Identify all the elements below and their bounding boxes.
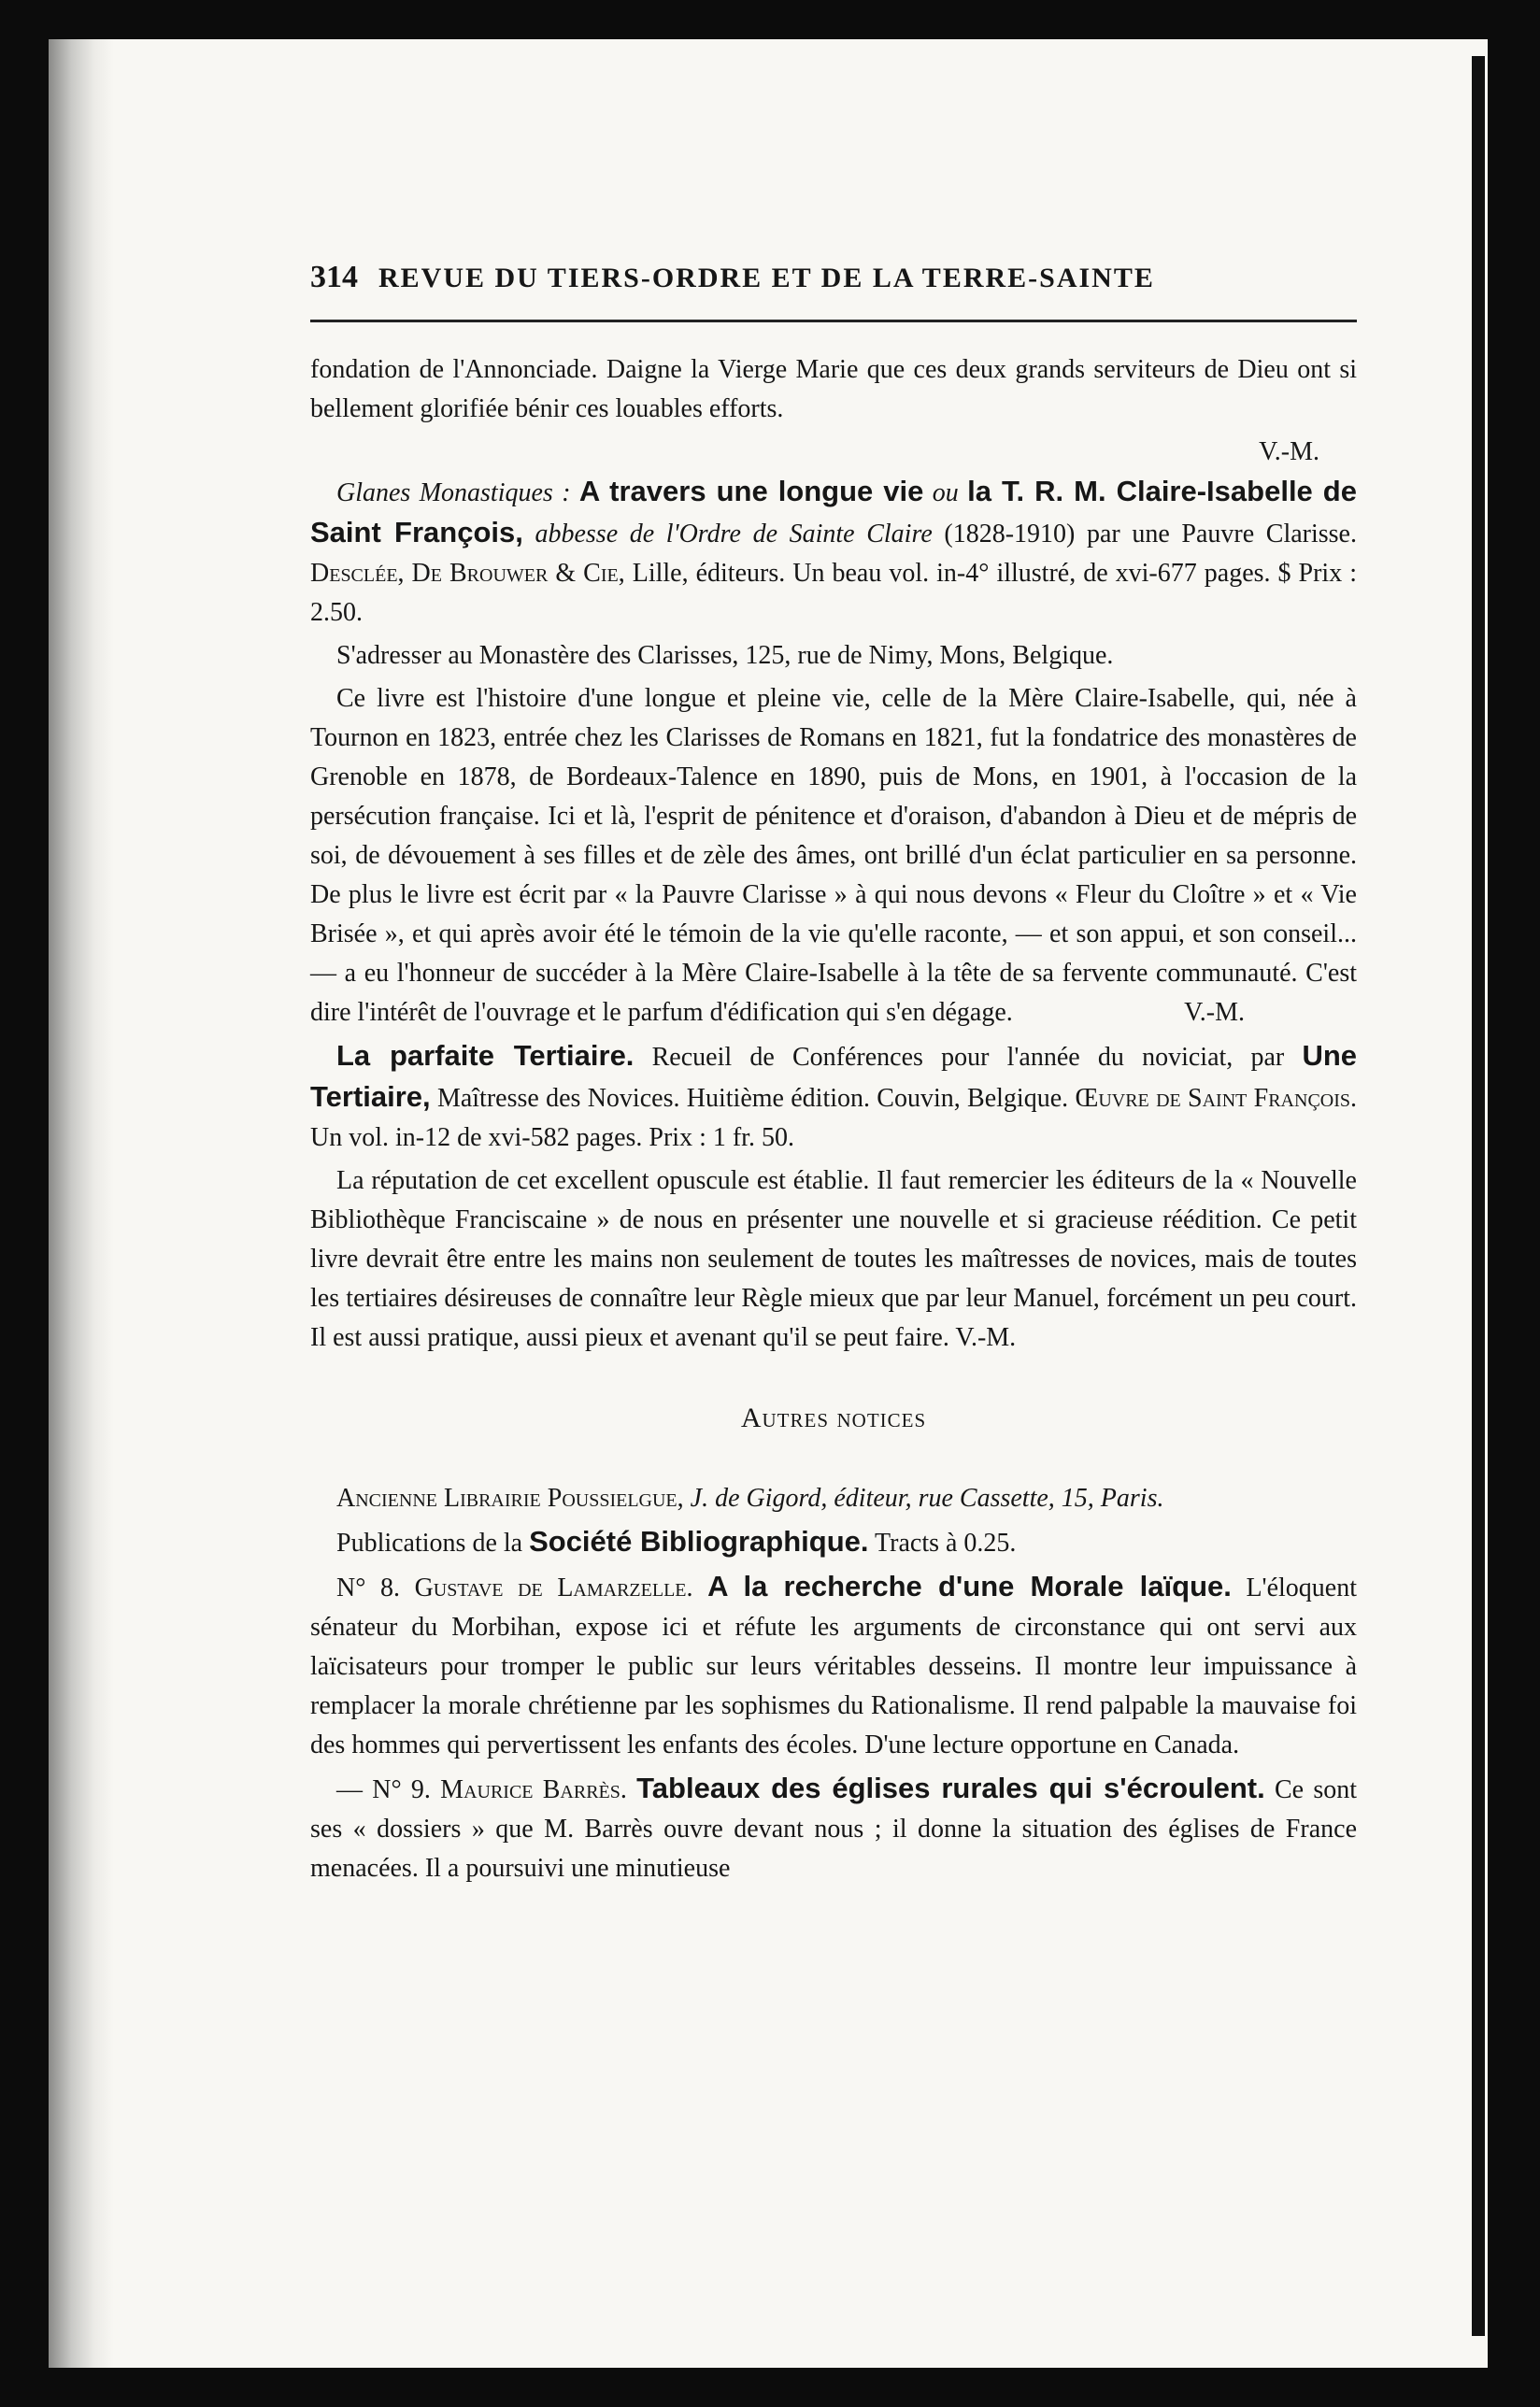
running-header — [264, 260, 1362, 295]
section-heading: Autres notices — [740, 1403, 927, 1433]
page-number: 314 — [310, 260, 358, 294]
publisher-line: Ancienne Librairie Poussielgue, J. de Gigord, éditeur, rue Cassette, 15, Paris. — [336, 1484, 1164, 1513]
next-page-edge — [1472, 56, 1485, 2336]
body-text — [264, 350, 1357, 1888]
paragraph-address: S'adresser au Monastère des Clarisses, 125, rue de Nimy, Mons, Belgique. — [336, 641, 1114, 670]
review-glanes-monastiques: Glanes Monastiques : A travers une longue vie ou la T. R. M. Claire-Isabelle de Saint François, abbesse de l'Ordre de Sainte Claire (1828-1910) par une Pauvre Clarisse. Desclée, De Brouwer & Cie, Lille, éditeurs. Un beau vol. in-4° illustré, de xvi-677 pages. $ Prix : 2.50. — [310, 475, 1358, 627]
publications-line: Publications de la Société Bibliographique. Tracts à 0.25. — [336, 1525, 1017, 1558]
paragraph-review-1: Ce livre est l'histoire d'une longue et pleine vie, celle de la Mère Claire-Isabelle, qui, née à Tournon en 1823, entrée chez les Clarisses de Romans en 1821, fut la fondatrice des monastères de Grenoble en 1878, de Bordeaux-Talence en 1890, puis de Mons, en 1901, à l'occasion de la persécution française. Ici et là, l'esprit de pénitence et d'oraison, d'abandon à Dieu et de mépris de soi, de dévouement à ses filles et de zèle des âmes, ont brillé d'un éclat particulier en sa personne. De plus le livre est écrit par « la Pauvre Clarisse » à qui nous devons « Fleur du Cloître » et « Vie Brisée », et qui après avoir été le témoin de la vie qu'elle raconte, — et son appui, et son conseil... — a eu l'honneur de succéder à la Mère Claire-Isabelle à la tête de sa fervente communauté. C'est dire l'intérêt de l'ouvrage et le parfum d'édification qui s'en dégage. V.-M. — [310, 679, 1357, 1033]
tract-9: — N° 9. Maurice Barrès. Tableaux des églises rurales qui s'écroulent. Ce sont ses « dossiers » que M. Barrès ouvre devant nous ; il donne la situation des églises de France menacées. Il a poursuivi une minutieuse — [310, 1772, 1358, 1883]
signature: V.-M. — [1259, 437, 1319, 466]
journal-title: REVUE DU TIERS-ORDRE ET DE LA TERRE-SAINTE — [378, 263, 1155, 293]
review-parfaite-tertiaire: La parfaite Tertiaire. Recueil de Conférences pour l'année du noviciat, par Une Tertiaire, Maîtresse des Novices. Huitième édition. Couvin, Belgique. Œuvre de Saint François. Un vol. in-12 de xvi-582 pages. Prix : 1 fr. 50. — [310, 1039, 1358, 1152]
signature: V.-M. — [1184, 998, 1245, 1027]
paragraph-review-2: La réputation de cet excellent opuscule est établie. Il faut remercier les éditeurs de la « Nouvelle Bibliothèque Franciscaine » de nous en présenter une nouvelle et si gracieuse réédition. Ce petit livre devrait être entre les mains non seulement de toutes les maîtresses de novices, mais de toutes les tertiaires désireuses de connaître leur Règle mieux que par leur Manuel, forcément un peu court. Il est aussi pratique, aussi pieux et avenant qu'il se peut faire. V.-M. — [310, 1166, 1357, 1352]
page-content — [264, 260, 1362, 1892]
page-gutter-shadow — [49, 39, 114, 2368]
paragraph-0: fondation de l'Annonciade. Daigne la Vierge Marie que ces deux grands serviteurs de Dieu ont si bellement glorifiée bénir ces louables efforts. — [310, 355, 1357, 423]
tract-8: N° 8. Gustave de Lamarzelle. A la recherche d'une Morale laïque. L'éloquent sénateur du Morbihan, expose ici et réfute les arguments de circonstance qui ont servi aux laïcisateurs pour tromper le public sur leurs véritables desseins. Il montre leur impuissance à remplacer la morale chrétienne par les sophismes du Rationalisme. Il rend palpable la mauvaise foi des hommes qui pervertissent les enfants des écoles. D'une lecture opportune en Canada. — [310, 1570, 1357, 1759]
header-rule — [310, 320, 1357, 322]
